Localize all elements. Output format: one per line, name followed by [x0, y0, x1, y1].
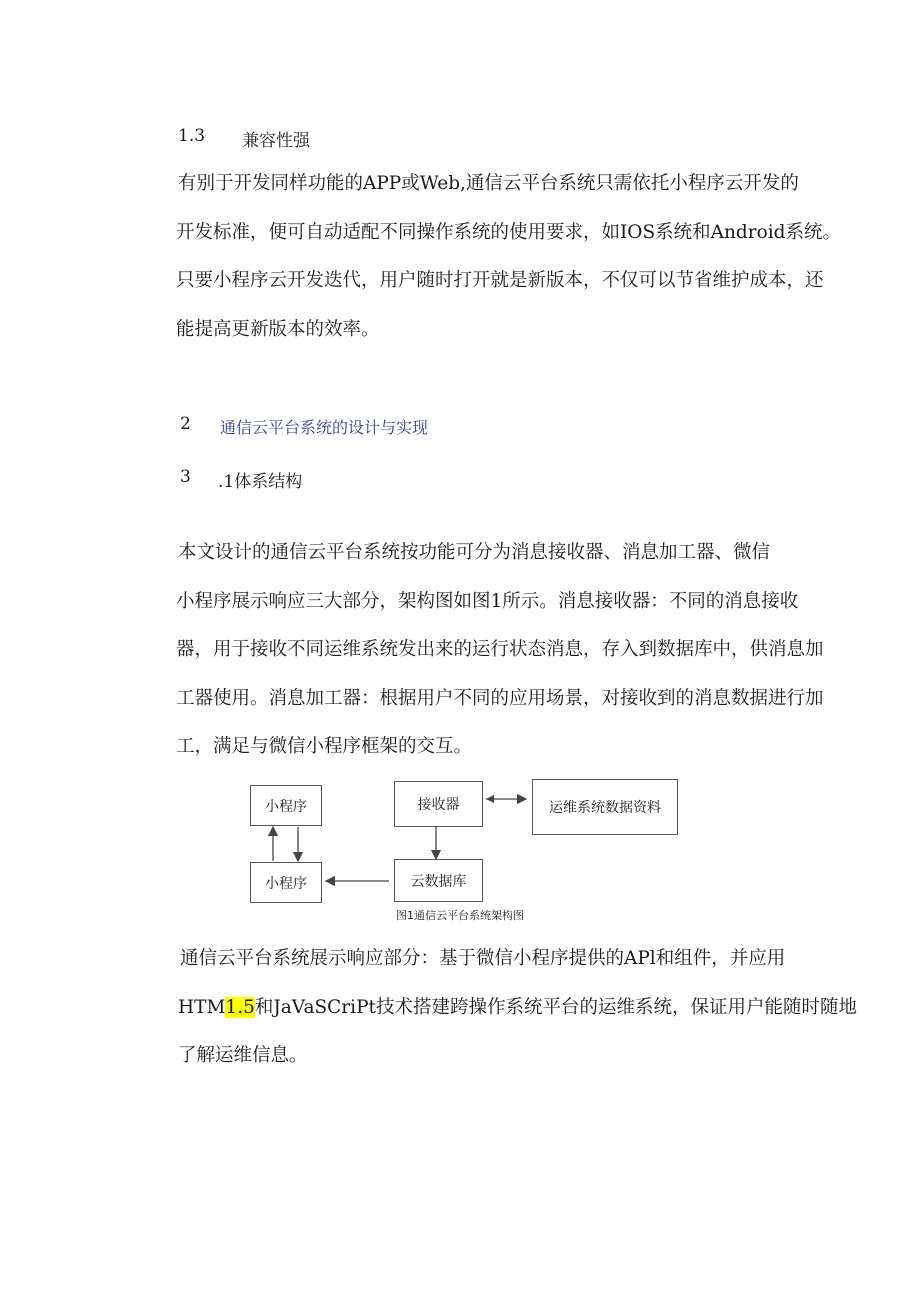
- section-3-1-heading: [180, 467, 303, 492]
- section-title: 兼容性强: [242, 131, 310, 151]
- paragraph-line: 本文设计的通信云平台系统按功能可分为消息接收器、消息加工器、微信: [178, 542, 771, 563]
- paragraph-display-response: [178, 935, 857, 1081]
- section-title: 通信云平台系统的设计与实现: [220, 418, 429, 437]
- box-label: 接收器: [417, 797, 460, 813]
- paragraph-compatibility: [176, 160, 842, 354]
- text-segment: 和JaVaSCriPt技术搭建跨操作系统平台的运维系统，保证用户能随时随地: [254, 996, 857, 1018]
- text-segment: HTM: [178, 996, 226, 1018]
- paragraph-line: 通信云平台系统展示响应部分：基于微信小程序提供的APl和组件，并应用: [180, 948, 786, 969]
- paragraph-line: 了解运维信息。: [178, 1045, 308, 1066]
- paragraph-architecture: [176, 529, 824, 772]
- section-number: 3: [180, 467, 191, 487]
- box-ops-data: [532, 779, 678, 835]
- box-label: 运维系统数据资料: [549, 800, 661, 816]
- section-2-heading: [180, 414, 429, 437]
- section-number: 2: [180, 414, 191, 434]
- paragraph-line: 小程序展示响应三大部分，架构图如图1所示。消息接收器：不同的消息接收: [176, 590, 799, 612]
- paragraph-line: 只要小程序云开发迭代，用户随时打开就是新版本，不仅可以节省维护成本，还: [176, 270, 824, 291]
- section-number: 1.3: [178, 126, 206, 146]
- box-label: 云数据库: [410, 873, 467, 890]
- paragraph-line: 器，用于接收不同运维系统发出来的运行状态消息，存入到数据库中，供消息加: [176, 639, 824, 660]
- paragraph-line: 工，满足与微信小程序框架的交互。: [176, 736, 473, 757]
- paragraph-line: 能提高更新版本的效率。: [176, 318, 380, 340]
- box-label: 小程序: [265, 875, 307, 892]
- paragraph-line-mixed: [178, 984, 857, 1033]
- paragraph-line: 工器使用。消息加工器：根据用户不同的应用场景，对接收到的消息数据进行加: [176, 687, 824, 709]
- box-miniapp-bottom: [250, 862, 322, 903]
- highlighted-text: 1.5: [225, 996, 255, 1018]
- figure-caption: 图1通信云平台系统架构图: [396, 909, 524, 922]
- box-cloud-db: [394, 859, 483, 902]
- section-1-3-heading: [178, 126, 310, 151]
- section-title: .1体系结构: [218, 472, 303, 492]
- paragraph-line: 开发标准，便可自动适配不同操作系统的使用要求，如IOS系统和Android系统。: [176, 221, 842, 243]
- architecture-diagram: [246, 775, 686, 925]
- box-miniapp-top: [250, 785, 322, 826]
- box-receiver: [394, 781, 483, 827]
- paragraph-line: 有别于开发同样功能的APP或Web,通信云平台系统只需依托小程序云开发的: [178, 173, 799, 194]
- box-label: 小程序: [265, 798, 307, 815]
